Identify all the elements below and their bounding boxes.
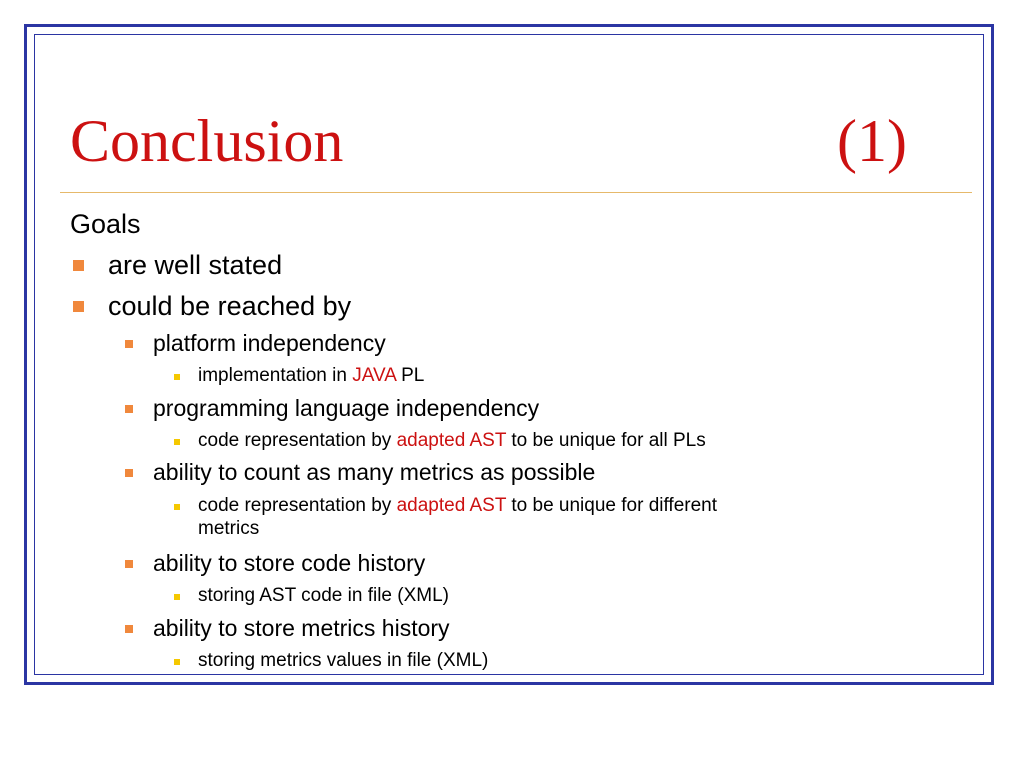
- detail-item: [198, 494, 717, 517]
- highlight-text: JAVA: [352, 365, 396, 386]
- bullet-square-icon: [125, 560, 133, 568]
- detail-item: [198, 364, 424, 387]
- list-item: are well stated: [108, 250, 283, 280]
- detail-item: [198, 649, 488, 672]
- sub-list-item: platform independency: [153, 330, 386, 356]
- sub-list-item: ability to store code history: [153, 550, 426, 576]
- list-item: could be reached by: [108, 291, 352, 321]
- bullet-square-icon: [73, 260, 84, 271]
- detail-text: PL: [395, 365, 425, 386]
- goals-heading: Goals: [70, 209, 141, 239]
- detail-text: to be unique for all PLs: [506, 430, 706, 451]
- detail-text: code representation by: [198, 430, 397, 451]
- bullet-square-icon: [125, 340, 133, 348]
- detail-text: to be unique for different: [506, 495, 718, 516]
- detail-text: storing metrics values in file (XML): [198, 650, 489, 671]
- bullet-square-icon: [174, 439, 180, 445]
- detail-item: [198, 584, 449, 607]
- bullet-square-icon: [174, 374, 180, 380]
- bullet-square-icon: [174, 659, 180, 665]
- detail-text: code representation by: [198, 495, 397, 516]
- bullet-square-icon: [174, 594, 180, 600]
- detail-continuation: metrics: [198, 518, 260, 539]
- sub-list-item: ability to store metrics history: [153, 615, 450, 641]
- highlight-text: adapted AST: [396, 495, 507, 516]
- title-divider: [60, 192, 972, 193]
- sub-list-item: ability to count as many metrics as possible: [153, 459, 596, 485]
- highlight-text: adapted AST: [396, 430, 507, 451]
- detail-item: [198, 429, 706, 452]
- detail-text: storing AST code in file (XML): [198, 585, 449, 606]
- bullet-square-icon: [73, 301, 84, 312]
- bullet-square-icon: [174, 504, 180, 510]
- detail-text: implementation in: [198, 365, 353, 386]
- bullet-square-icon: [125, 625, 133, 633]
- bullet-square-icon: [125, 405, 133, 413]
- bullet-square-icon: [125, 469, 133, 477]
- slide-title-number: (1): [837, 108, 907, 174]
- sub-list-item: programming language independency: [153, 395, 540, 421]
- slide-title: Conclusion: [70, 108, 344, 174]
